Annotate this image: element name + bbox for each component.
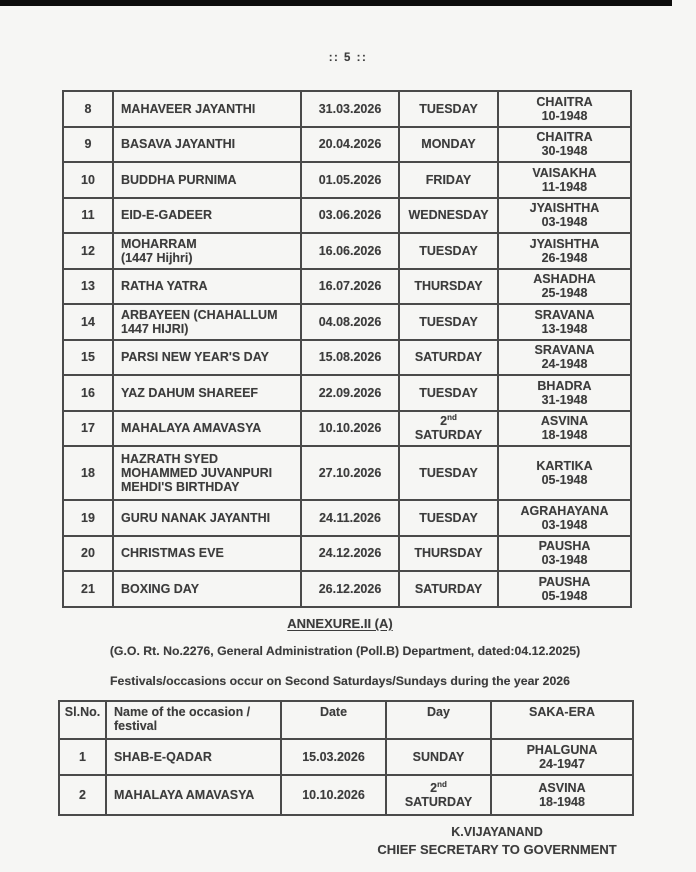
- cell-date: 16.07.2026: [301, 269, 399, 305]
- table-row: [63, 233, 631, 269]
- table-row: [63, 198, 631, 234]
- cell-serial-number: 18: [63, 446, 113, 500]
- cell-occasion-name: HAZRATH SYED MOHAMMED JUVANPURI MEHDI'S BIRTHDAY: [113, 446, 301, 500]
- cell-saka-era: JYAISHTHA 26-1948: [498, 233, 631, 269]
- cell-serial-number: 21: [63, 571, 113, 607]
- cell-day: FRIDAY: [399, 162, 498, 198]
- festivals-subtitle: Festivals/occasions occur on Second Saturdays/Sundays during the year 2026: [110, 674, 570, 688]
- cell-serial-number: 19: [63, 500, 113, 536]
- cell-day: 2nd SATURDAY: [386, 775, 491, 815]
- cell-day: TUESDAY: [399, 233, 498, 269]
- cell-saka-era: SRAVANA 24-1948: [498, 340, 631, 376]
- table-row: [63, 91, 631, 127]
- cell-occasion-name: PARSI NEW YEAR'S DAY: [113, 340, 301, 376]
- cell-occasion-name: MOHARRAM (1447 Hijhri): [113, 233, 301, 269]
- cell-date: 01.05.2026: [301, 162, 399, 198]
- col-header-date: Date: [281, 701, 386, 739]
- cell-serial-number: 9: [63, 127, 113, 163]
- cell-date: 22.09.2026: [301, 375, 399, 411]
- signature-block: [332, 824, 662, 858]
- cell-serial-number: 1: [59, 739, 106, 775]
- second-saturday-table: [58, 700, 634, 816]
- cell-occasion-name: MAHAVEER JAYANTHI: [113, 91, 301, 127]
- table-row: [63, 411, 631, 447]
- cell-saka-era: CHAITRA 30-1948: [498, 127, 631, 163]
- cell-day: TUESDAY: [399, 500, 498, 536]
- cell-saka-era: CHAITRA 10-1948: [498, 91, 631, 127]
- table-row: [63, 500, 631, 536]
- holiday-table: [62, 90, 632, 608]
- table-row: [63, 269, 631, 305]
- second-saturday-table-header: [59, 701, 633, 739]
- table-row: [63, 304, 631, 340]
- signature-name: K.VIJAYANAND: [451, 825, 543, 839]
- header-row: [59, 701, 633, 739]
- second-saturday-table-body: [59, 739, 633, 815]
- cell-saka-era: PAUSHA 05-1948: [498, 571, 631, 607]
- col-header-occasion: Name of the occasion / festival: [106, 701, 281, 739]
- cell-serial-number: 11: [63, 198, 113, 234]
- cell-saka-era: PAUSHA 03-1948: [498, 536, 631, 572]
- cell-date: 10.10.2026: [281, 775, 386, 815]
- signature-title: CHIEF SECRETARY TO GOVERNMENT: [377, 842, 617, 857]
- cell-serial-number: 8: [63, 91, 113, 127]
- table-row: [63, 162, 631, 198]
- go-reference: (G.O. Rt. No.2276, General Administration (Poll.B) Department, dated:04.12.2025): [109, 644, 581, 658]
- cell-serial-number: 20: [63, 536, 113, 572]
- cell-serial-number: 2: [59, 775, 106, 815]
- cell-saka-era: PHALGUNA 24-1947: [491, 739, 633, 775]
- cell-date: 04.08.2026: [301, 304, 399, 340]
- table-row: [63, 536, 631, 572]
- cell-saka-era: KARTIKA 05-1948: [498, 446, 631, 500]
- cell-date: 27.10.2026: [301, 446, 399, 500]
- cell-day: TUESDAY: [399, 375, 498, 411]
- page-number: :: 5 ::: [328, 52, 368, 64]
- table-row: [63, 446, 631, 500]
- cell-saka-era: BHADRA 31-1948: [498, 375, 631, 411]
- cell-date: 16.06.2026: [301, 233, 399, 269]
- cell-date: 24.11.2026: [301, 500, 399, 536]
- cell-day: TUESDAY: [399, 304, 498, 340]
- scan-artifact-bar: [0, 0, 672, 6]
- cell-day: MONDAY: [399, 127, 498, 163]
- cell-day: THURSDAY: [399, 536, 498, 572]
- col-header-saka-era: SAKA-ERA: [491, 701, 633, 739]
- holiday-table-body: [63, 91, 631, 607]
- cell-occasion-name: SHAB-E-QADAR: [106, 739, 281, 775]
- cell-occasion-name: RATHA YATRA: [113, 269, 301, 305]
- cell-saka-era: ASVINA 18-1948: [498, 411, 631, 447]
- cell-serial-number: 13: [63, 269, 113, 305]
- table-row: [63, 340, 631, 376]
- cell-date: 24.12.2026: [301, 536, 399, 572]
- cell-day: TUESDAY: [399, 91, 498, 127]
- cell-saka-era: AGRAHAYANA 03-1948: [498, 500, 631, 536]
- cell-day: SATURDAY: [399, 340, 498, 376]
- table-row: [59, 775, 633, 815]
- cell-occasion-name: EID-E-GADEER: [113, 198, 301, 234]
- cell-serial-number: 17: [63, 411, 113, 447]
- cell-occasion-name: ARBAYEEN (CHAHALLUM 1447 HIJRI): [113, 304, 301, 340]
- cell-occasion-name: CHRISTMAS EVE: [113, 536, 301, 572]
- cell-serial-number: 16: [63, 375, 113, 411]
- cell-day: SATURDAY: [399, 571, 498, 607]
- cell-serial-number: 12: [63, 233, 113, 269]
- cell-date: 10.10.2026: [301, 411, 399, 447]
- cell-day: SUNDAY: [386, 739, 491, 775]
- cell-serial-number: 10: [63, 162, 113, 198]
- cell-occasion-name: MAHALAYA AMAVASYA: [113, 411, 301, 447]
- cell-saka-era: JYAISHTHA 03-1948: [498, 198, 631, 234]
- col-header-slno: Sl.No.: [59, 701, 106, 739]
- cell-date: 03.06.2026: [301, 198, 399, 234]
- cell-saka-era: VAISAKHA 11-1948: [498, 162, 631, 198]
- cell-day: TUESDAY: [399, 446, 498, 500]
- cell-saka-era: ASHADHA 25-1948: [498, 269, 631, 305]
- cell-occasion-name: MAHALAYA AMAVASYA: [106, 775, 281, 815]
- cell-serial-number: 14: [63, 304, 113, 340]
- cell-occasion-name: BOXING DAY: [113, 571, 301, 607]
- cell-day: WEDNESDAY: [399, 198, 498, 234]
- cell-saka-era: ASVINA 18-1948: [491, 775, 633, 815]
- cell-date: 20.04.2026: [301, 127, 399, 163]
- col-header-day: Day: [386, 701, 491, 739]
- table-row: [63, 571, 631, 607]
- table-row: [59, 739, 633, 775]
- cell-occasion-name: GURU NANAK JAYANTHI: [113, 500, 301, 536]
- cell-date: 15.03.2026: [281, 739, 386, 775]
- cell-date: 15.08.2026: [301, 340, 399, 376]
- cell-serial-number: 15: [63, 340, 113, 376]
- cell-saka-era: SRAVANA 13-1948: [498, 304, 631, 340]
- cell-occasion-name: BASAVA JAYANTHI: [113, 127, 301, 163]
- cell-day: 2nd SATURDAY: [399, 411, 498, 447]
- cell-occasion-name: YAZ DAHUM SHAREEF: [113, 375, 301, 411]
- table-row: [63, 375, 631, 411]
- cell-date: 31.03.2026: [301, 91, 399, 127]
- cell-day: THURSDAY: [399, 269, 498, 305]
- cell-occasion-name: BUDDHA PURNIMA: [113, 162, 301, 198]
- annexure-title: ANNEXURE.II (A): [287, 616, 393, 631]
- table-row: [63, 127, 631, 163]
- cell-date: 26.12.2026: [301, 571, 399, 607]
